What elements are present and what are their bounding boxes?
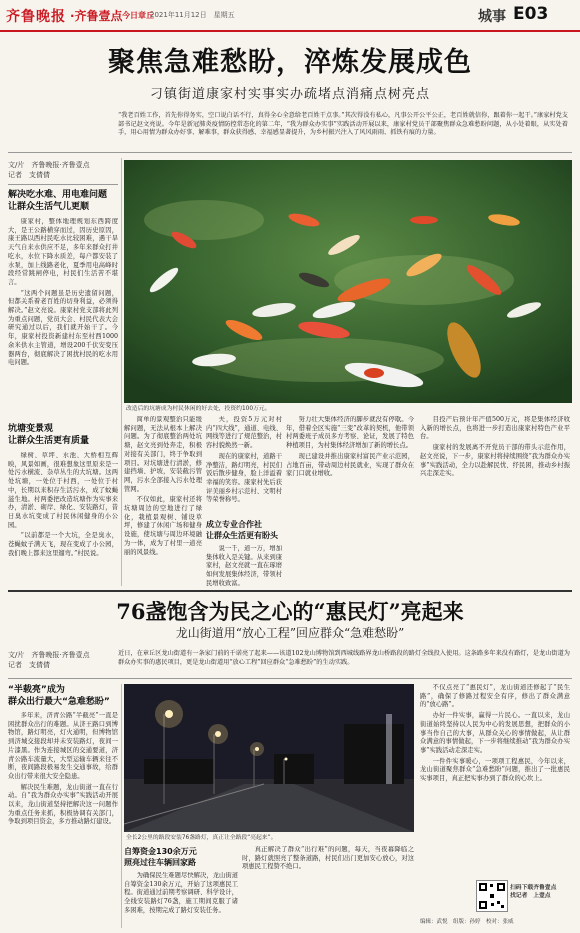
qr-caption: 扫码下载齐鲁壹点 找记者 上壹点 xyxy=(510,885,557,899)
koi-pond-image xyxy=(124,160,572,403)
column-divider xyxy=(121,684,122,928)
koi-pond-photo xyxy=(124,160,572,403)
paragraph: 为确保民生难题尽快解决，龙山街道自筹资金130余万元，开始了这项惠民工程。街道通过前期考察调研、科学设计，全线安装路灯76盏，施工期间克服了诸多困难，按期完成了路灯安装任务。 xyxy=(124,872,238,914)
article-text-column xyxy=(420,684,570,844)
editor-credit: 编辑：武悦 组版：孙婷 校对：张威 xyxy=(420,919,514,925)
paragraph: 绿树、草坪、水池、大桥相互辉映，风景如画，很难想象这里原来是一处污水横流、杂草丛生的大坑塘。这两处坑塘，一处位于村西，一处位于村中，长期以来积存生活污水，成了蚊蝇滋生地。村两委把改造坑塘作为实事来办，清淤、砌岸、绿化、安装路灯，昔日臭水坑变成了村民休闲健身的小公园。 xyxy=(8,452,118,529)
paragraph: 不仅如此，康家村还将坑塘周边的空地进行了绿化，栽植景观树、铺设草坪，修建了休闲广场和健身设施，使坑塘与周边环境融为一体，成为了村里一道亮丽的风景线。 xyxy=(124,496,202,556)
article-text-column xyxy=(8,712,118,928)
paragraph: 现已建设并推出康家村富民产业示范园，占地百亩，带动周边村民就业，实现了群众在家门口就业增收。 xyxy=(286,452,414,478)
byline-source: 文/片 齐鲁晚报·齐鲁壹点 xyxy=(8,651,90,659)
byline-1 xyxy=(8,160,118,180)
paragraph: 夫，投资5万元对村内“四大线”，通道、电线、网线等进行了规范整治，村容村貌焕然一新。 xyxy=(206,416,282,450)
paragraph: 办好一件实事，赢得一片民心。一直以来，龙山街道始终坚持以人民为中心的发展思想，把群众的小事当作自己的大事，从群众关心的事情做起，从让群众满意的事情做起，下一步将继续推动“我为群众办实事”实践活动走深走实。 xyxy=(420,712,570,754)
paragraph: “这两个问题虽是历史遗留问题，但都关系着老百姓的切身利益，必须得解决。”赵文亮说。康家村党支部将此列为重点问题，党员大会、村民代表大会研究通过以后，我们就开始干了。今年，康家村投资新建村东至村西1000余米供水主管道，增设200千伏安变压器两台，彻底解决了困扰村民的吃水用电问题。 xyxy=(8,289,118,367)
paragraph: 多年来，济青公路“半截亮”一直是困扰群众出行的难题。从济王路口到博物馆，路灯明亮，灯火通明，但博物馆到济城交接段却并未安装路灯，夜间一片漆黑。作为连接城区的交通要道，济青公路车流量大，大型运输车辆来往不断，夜间路段极易发生交通事故，给群众出行带来很大安全隐患。 xyxy=(8,712,118,780)
byline-source: 文/片 齐鲁晚报·齐鲁壹点 xyxy=(8,161,90,169)
app-logo: ·齐鲁壹点 xyxy=(70,9,123,23)
article-text-column xyxy=(286,416,414,586)
photo-caption-1: 改造后的坑塘成为村民休闲的好去处，投资约100万元。 xyxy=(126,406,271,412)
article-divider xyxy=(8,590,572,592)
paragraph: 不仅点亮了“惠民灯”，龙山街道还修起了“民生路”，确保了修路过程安全有序，修出了群众满意的“放心路”。 xyxy=(420,684,570,709)
edition-name: 今日章丘 xyxy=(122,11,154,20)
issue-date: 2021年11月12日 星期五 xyxy=(150,11,235,19)
subheadline-1: 刁镇街道康家村实事实办疏堵点消痛点树亮点 xyxy=(149,87,430,102)
byline-2 xyxy=(8,650,118,670)
lead-paragraph-1: “我老百姓工作，首先你得务实，空口说白话不行，真得全心全意给老百姓干点事。”其次得没有私心，凡事公开公平公正，老百姓就信你，跟着你一起干。”康家村党支部书记赵文亮说。今年是新冠肺炎疫情防控常态化的第二年，“我为群众办实事”实践活动开展以来，康家村党员干部聚焦群众急难愁盼问题，从小处着眼，从实处着手，用心用情为群众办好事、解难事，群众获得感、幸福感显著提升，为乡村振兴注入了风风雨雨、抓铁有痕的力量。 xyxy=(118,112,568,137)
article-text-column xyxy=(242,846,414,928)
subheadline-2: 龙山街道用“放心工程”回应群众“急难愁盼” xyxy=(175,626,405,640)
article-text-column xyxy=(206,416,282,506)
section-heading: 解决吃水难、用电难问题 让群众生活气儿更顺 xyxy=(8,190,108,212)
paragraph: 真正解决了群众“出行难”的问题，每天，当夜幕降临之时，路灯就照亮了整条道路，村民们出门更加安心放心，对这项惠民工程赞不绝口。 xyxy=(242,846,414,871)
paragraph: 说一千，道一万，增加集体收入是关键。从来到康家村，赵文亮就一直在琢磨如何发展集体经济，带领村民增收致富。 xyxy=(206,545,282,587)
newspaper-logo: 齐鲁晚报 xyxy=(6,9,66,25)
paragraph: 目投产后预计年产值500万元，将是集体经济收入新的增长点，也将进一步打造出康家村特色产业平台。 xyxy=(420,416,570,441)
paragraph: 简单的景观整治只能缓解问题，无法从根本上解决问题。为了彻底整治两处坑塘，赵文亮到处奔走，积极对接有关部门，终于争取到项目。对坑塘进行清淤，修建挡墙、护坡，安装截污管网，污水全部接入污水处理管网。 xyxy=(124,416,202,493)
headline-2: 76盏饱含为民之心的“惠民灯”亮起来 xyxy=(116,599,464,624)
article-text-column xyxy=(8,452,118,582)
section-heading: 成立专业合作社 让群众生活更有盼头 xyxy=(206,520,278,540)
article-text-column xyxy=(420,416,570,586)
street-light-image xyxy=(124,684,414,832)
article-text-column xyxy=(124,872,238,928)
qr-code-icon xyxy=(477,881,507,911)
divider xyxy=(8,184,118,185)
paragraph: 康家村的发展离不开党员干部的带头示范作用，赵文亮说，下一步，康家村将持续围绕“我为群众办实事”实践活动，全力以赴解民忧、纾民困，推动乡村振兴走深走实。 xyxy=(420,444,570,478)
page-number: E03 xyxy=(513,4,549,24)
section-heading: 自筹资金130余万元 照亮过往车辆回家路 xyxy=(124,847,197,867)
divider xyxy=(8,152,572,153)
paragraph: “以前都是一个大坑，全是臭水，苍蝇蚊子满天飞，现在变成了小公园，我们晚上都来这里遛弯。”村民说。 xyxy=(8,532,118,557)
article-text-column xyxy=(206,545,282,587)
paragraph: 解决民生难题，龙山街道一直在行动。自“我为群众办实事”实践活动开展以来，龙山街道坚持把解决这一问题作为重点任务来抓，积极协调有关部门，争取到项目资金，多方推动路灯建设。 xyxy=(8,783,118,826)
section-heading: “半载亮”成为 群众出行最大“急难愁盼” xyxy=(8,685,110,707)
paragraph: 康家村，整体地理规划东西跨度大，是王公路横穿而过，因历史原因，康王路以西村民吃水比较困难，遇干旱天气自来水供应不足，多年来群众打井吃水，水位下降水质差，每户都安装了水泵，加上线路老化，夏季用电高峰时段经常跳闸停电，村民们生活苦不堪言。 xyxy=(8,218,118,286)
section-heading: 坑塘变景观 让群众生活更有质量 xyxy=(8,424,90,446)
headline-1: 聚焦急难愁盼，淬炼发展成色 xyxy=(108,47,472,78)
street-light-photo xyxy=(124,684,414,832)
column-divider xyxy=(121,158,122,586)
divider xyxy=(8,678,572,679)
article-text-column xyxy=(124,416,202,586)
byline-reporter: 记者 支倩倩 xyxy=(8,661,50,669)
lead-paragraph-2: 近日，在章丘区龙山街道有一条家门前的千诺亮了起来——该道102龙山博物馆到西城线路界龙山桥路段的路灯全线投入使用。这条路多年来没有路灯，是龙山街道为群众办实事的惠民项目，更是龙山街道用“放心工程”回应群众“急难愁盼”的生动实践。 xyxy=(118,650,570,666)
section-name: 城事 xyxy=(478,9,506,25)
paragraph: 现在的康家村，道路干净整洁，路灯明亮，村民们饭后散步健身，脸上洋溢着幸福的笑容。康家村先后获评美丽乡村示范村、文明村等荣誉称号。 xyxy=(206,452,282,504)
paragraph: 一件件实事暖心，一项项工程惠民，今年以来，龙山街道聚焦群众“急难愁盼”问题，推出了一批惠民实事项目，真正把实事办到了群众的心坎上。 xyxy=(420,757,570,783)
paragraph: 努力壮大集体经济的脚步就没有停歇。今年，借着全区实施“三变”改革的契机，他带领村两委班子成员多方考察、论证，发展了特色种植项目，为村集体经济增加了新的增长点。 xyxy=(286,416,414,450)
byline-reporter: 记者 支倩倩 xyxy=(8,171,50,179)
article-text-column xyxy=(8,218,118,418)
qr-code[interactable] xyxy=(476,880,508,912)
photo-caption-2: 全长2公里的路段安装76盏路灯，真正让全路段“亮起来”。 xyxy=(126,835,277,841)
